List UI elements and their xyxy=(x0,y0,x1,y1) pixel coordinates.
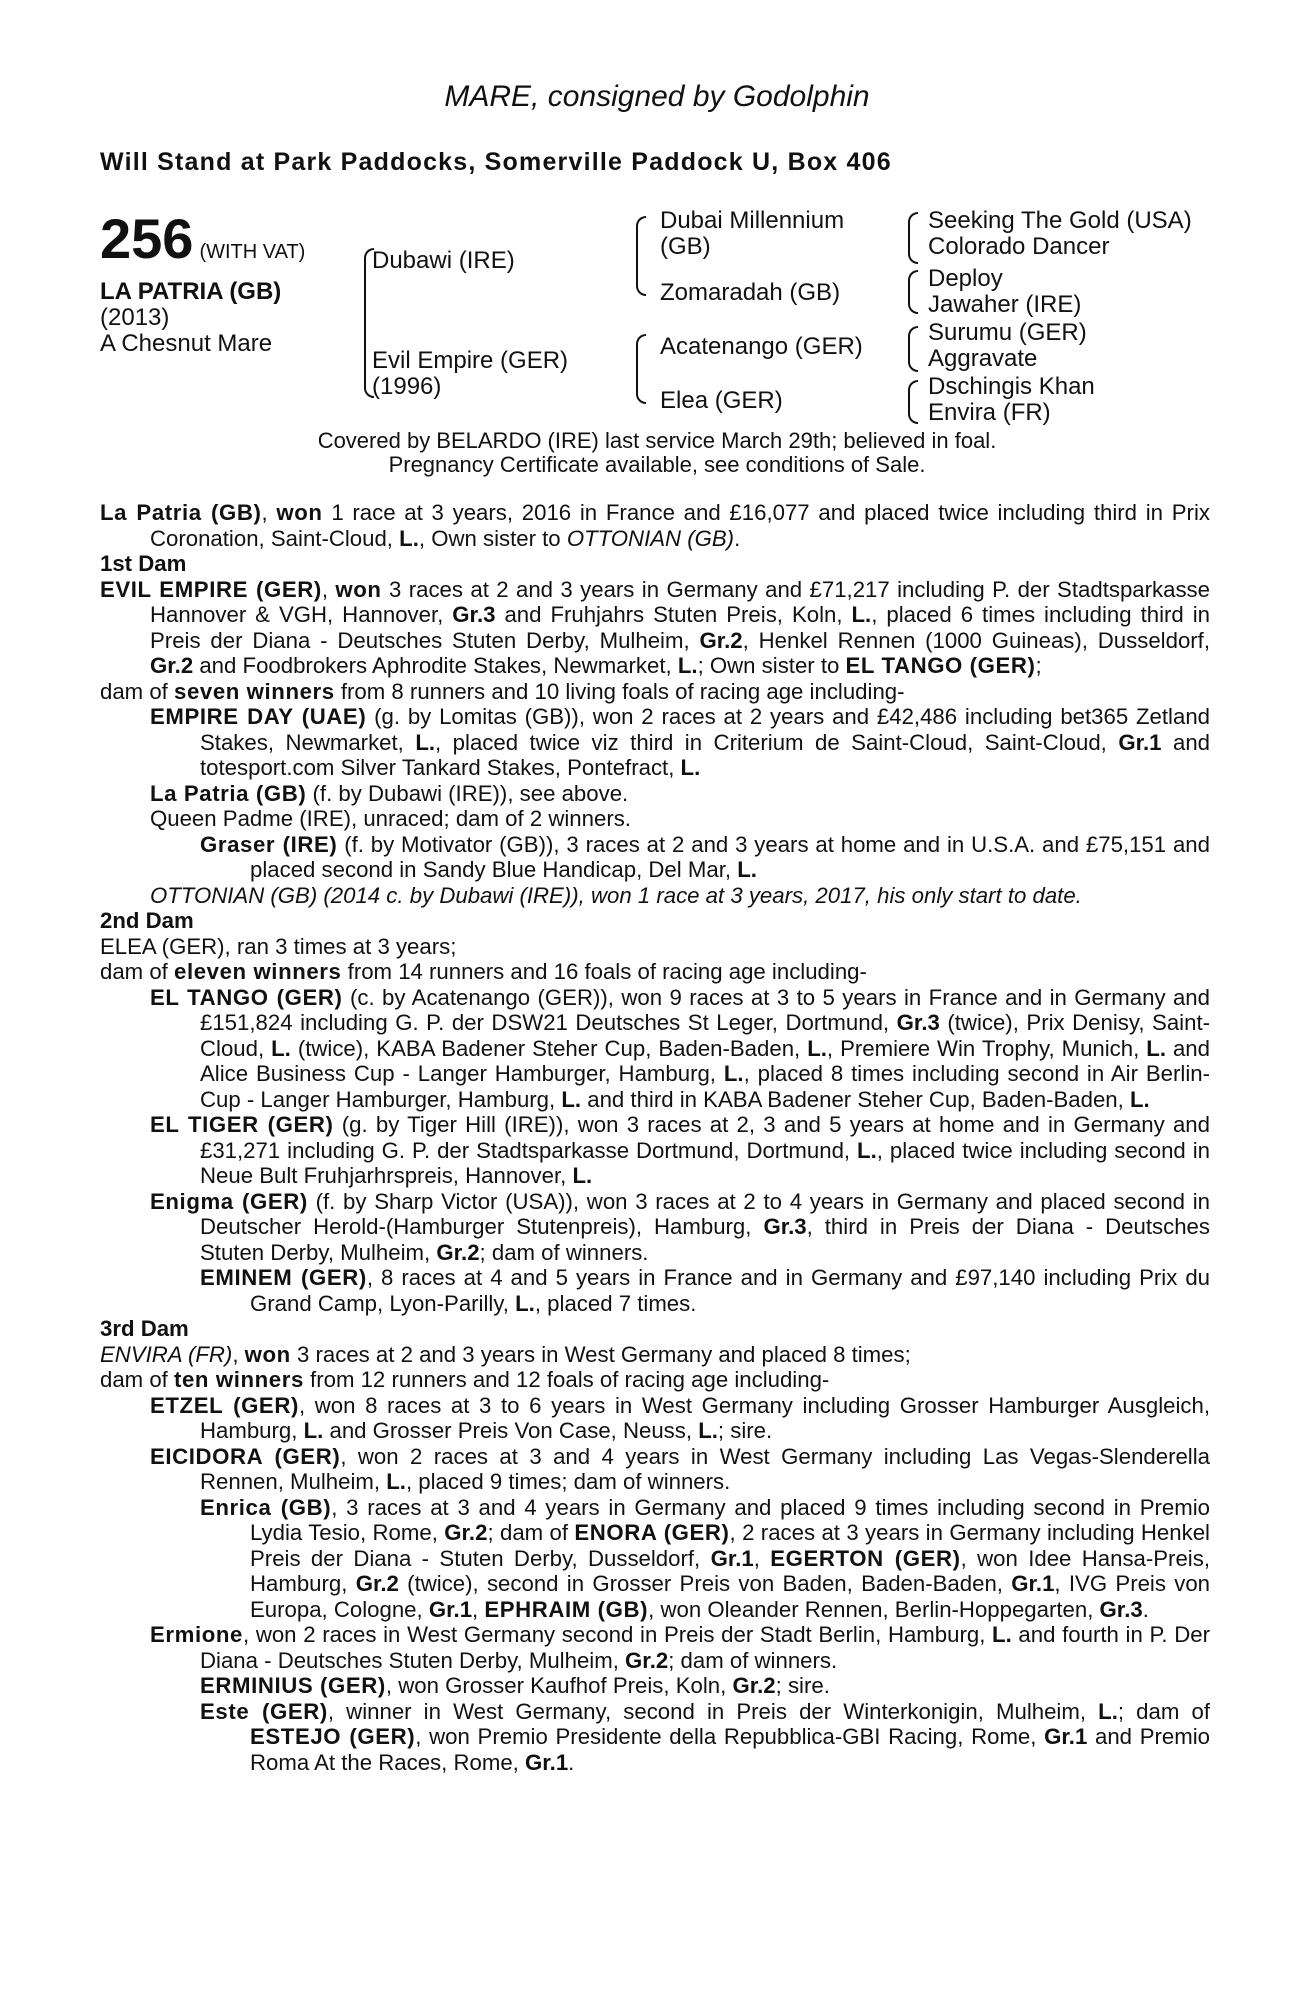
second-dam-heading: 2nd Dam xyxy=(100,908,194,933)
pedigree-g3: Deploy xyxy=(928,265,1003,292)
pedigree-dam-year: (1996) xyxy=(372,373,442,400)
horse-year: (2013) xyxy=(100,304,170,331)
horse-description: A Chesnut Mare xyxy=(100,330,273,357)
second-dam-record: ELEA (GER), ran 3 times at 3 years; xyxy=(100,933,457,959)
pedigree-dam-sire: Acatenango (GER) xyxy=(660,333,863,360)
page-title: MARE, consigned by Godolphin xyxy=(444,80,870,113)
lot-number: 256 xyxy=(100,207,194,270)
list-item: EMPIRE DAY (UAE) (g. by Lomitas (GB)), won 2 races at 2 years and £42,486 including bet365 Zetland Stakes, Newmarket, L., placed twice viz third in Criterium de Saint-Cloud, Saint-Cloud, Gr.1 and totesport.com Silver Tankard Stakes, Pontefract, L. xyxy=(150,704,1210,780)
pedigree-dam-dam: Elea (GER) xyxy=(660,387,783,414)
list-item: Este (GER), winner in West Germany, second in Preis der Winterkonigin, Mulheim, L.; dam of ESTEJO (GER), won Premio Presidente della Repubblica-GBI Racing, Rome, Gr.1 and Premio Roma At the Races, Rome, Gr.1. xyxy=(200,1698,1210,1775)
third-dam-produce-line: dam of ten winners from 12 runners and 12 foals of racing age including- xyxy=(100,1367,830,1392)
list-item: Ermione, won 2 races in West Germany second in Preis der Stadt Berlin, Hamburg, L. and fourth in P. Der Diana - Deutsches Stuten Derby, Mulheim, Gr.2; dam of winners. xyxy=(150,1622,1210,1673)
pedigree-notes xyxy=(100,500,1210,1775)
pedigree-sire-dam: Zomaradah (GB) xyxy=(660,279,841,306)
pedigree-g5: Surumu (GER) xyxy=(928,319,1087,346)
third-dam-heading: 3rd Dam xyxy=(100,1316,189,1341)
pedigree-brace-g1 xyxy=(908,212,918,264)
covering-line: Covered by BELARDO (IRE) last service March 29th; believed in foal. xyxy=(317,428,997,453)
list-item: La Patria (GB) (f. by Dubawi (IRE)), see above. xyxy=(150,780,629,806)
pedigree-brace-g4 xyxy=(908,380,918,424)
list-item: Enrica (GB), 3 races at 3 and 4 years in Germany and placed 9 times including second in Premio Lydia Tesio, Rome, Gr.2; dam of ENORA (GER), 2 races at 3 years in Germany including Henkel Preis der Diana - Stuten Derby, Dusseldorf, Gr.1, EGERTON (GER), won Idee Hansa-Preis, Hamburg, Gr.2 (twice), second in Grosser Preis von Baden, Baden-Baden, Gr.1, IVG Preis von Europa, Cologne, Gr.1, EPHRAIM (GB), won Oleander Rennen, Berlin-Hoppegarten, Gr.3. xyxy=(200,1494,1211,1622)
first-dam-produce-line: dam of seven winners from 8 runners and 10 living foals of racing age including- xyxy=(100,678,905,704)
pedigree-dam: Evil Empire (GER) xyxy=(372,347,569,374)
pedigree-g8: Envira (FR) xyxy=(928,399,1051,426)
third-dam-record: ENVIRA (FR), won 3 races at 2 and 3 years in West Germany and placed 8 times; xyxy=(100,1341,911,1367)
list-item: EL TIGER (GER) (g. by Tiger Hill (IRE)), won 3 races at 2, 3 and 5 years at home and in Germany and £31,271 including G. P. der Stadtsparkasse Dortmund, Dortmund, L., placed twice including second in Neue Bult Fruhjarhrspreis, Hannover, L. xyxy=(150,1112,1210,1188)
list-item: Queen Padme (IRE), unraced; dam of 2 winners. xyxy=(150,806,631,831)
second-dam-produce-line: dam of eleven winners from 14 runners and 16 foals of racing age including- xyxy=(100,959,867,984)
pedigree-brace-sire xyxy=(636,216,646,296)
first-dam-record: EVIL EMPIRE (GER), won 3 races at 2 and 3 years in Germany and £71,217 including P. der Stadtsparkasse Hannover & VGH, Hannover, Gr.3 and Fruhjahrs Stuten Preis, Koln, L., placed 6 times including third in Preis der Diana - Deutsches Stuten Derby, Mulheim, Gr.2, Henkel Rennen (1000 Guineas), Dusseldorf, Gr.2 and Foodbrokers Aphrodite Stakes, Newmarket, L.; Own sister to EL TANGO (GER); xyxy=(100,576,1210,678)
pedigree-g7: Dschingis Khan xyxy=(928,373,1095,400)
lot-number-block xyxy=(100,206,305,271)
list-item: Enigma (GER) (f. by Sharp Victor (USA)), won 3 races at 2 to 4 years in Germany and placed second in Deutscher Herold-(Hamburger Stutenpreis), Hamburg, Gr.3, third in Preis der Diana - Deutsches Stuten Derby, Mulheim, Gr.2; dam of winners. xyxy=(150,1188,1210,1265)
location-line: Will Stand at Park Paddocks, Somerville Paddock U, Box 406 xyxy=(100,148,892,176)
pedigree-g6: Aggravate xyxy=(928,345,1038,372)
pregnancy-line: Pregnancy Certificate available, see conditions of Sale. xyxy=(388,452,926,477)
list-item: OTTONIAN (GB) (2014 c. by Dubawi (IRE)), won 1 race at 3 years, 2017, his only start to date. xyxy=(150,882,1082,908)
list-item: ERMINIUS (GER), won Grosser Kaufhof Preis, Koln, Gr.2; sire. xyxy=(200,1673,830,1698)
pedigree-g4: Jawaher (IRE) xyxy=(928,291,1082,318)
horse-name: LA PATRIA (GB) xyxy=(100,278,282,305)
pedigree-brace-g3 xyxy=(908,326,918,372)
list-item: Graser (IRE) (f. by Motivator (GB)), 3 races at 2 and 3 years at home and in U.S.A. and £75,151 and placed second in Sandy Blue Handicap, Del Mar, L. xyxy=(200,831,1210,882)
list-item: EMINEM (GER), 8 races at 4 and 5 years in France and in Germany and £97,140 including Prix du Grand Camp, Lyon-Parilly, L., placed 7 times. xyxy=(200,1265,1210,1316)
list-item: ETZEL (GER), won 8 races at 3 to 6 years in West Germany including Grosser Hamburger Ausgleich, Hamburg, L. and Grosser Preis Von Case, Neuss, L.; sire. xyxy=(150,1392,1210,1443)
pedigree-sire-sire-1: Dubai Millennium xyxy=(660,207,845,234)
list-item: EL TANGO (GER) (c. by Acatenango (GER)), won 9 races at 3 to 5 years in France and in Germany and £151,824 including G. P. der DSW21 Deutsches St Leger, Dortmund, Gr.3 (twice), Prix Denisy, Saint-Cloud, L. (twice), KABA Badener Steher Cup, Baden-Baden, L., Premiere Win Trophy, Munich, L. and Alice Business Cup - Langer Hamburger, Hamburg, L., placed 8 times including second in Air Berlin-Cup - Langer Hamburger, Hamburg, L. and third in KABA Badener Steher Cup, Baden-Baden, L. xyxy=(150,984,1210,1112)
first-dam-heading: 1st Dam xyxy=(100,551,187,576)
vat-label: (WITH VAT) xyxy=(199,241,306,263)
intro-paragraph: La Patria (GB), won 1 race at 3 years, 2016 in France and £16,077 and placed twice including third in Prix Coronation, Saint-Cloud, L., Own sister to OTTONIAN (GB). xyxy=(100,500,1210,551)
pedigree-sire: Dubawi (IRE) xyxy=(372,247,515,274)
pedigree-brace-dam xyxy=(636,334,646,404)
pedigree-g2: Colorado Dancer xyxy=(928,233,1110,260)
pedigree-g1: Seeking The Gold (USA) xyxy=(928,207,1192,234)
list-item: EICIDORA (GER), won 2 races at 3 and 4 years in West Germany including Las Vegas-Slenderella Rennen, Mulheim, L., placed 9 times; dam of winners. xyxy=(150,1443,1211,1494)
pedigree-brace-g2 xyxy=(908,270,918,314)
pedigree-sire-sire-2: (GB) xyxy=(660,233,711,260)
